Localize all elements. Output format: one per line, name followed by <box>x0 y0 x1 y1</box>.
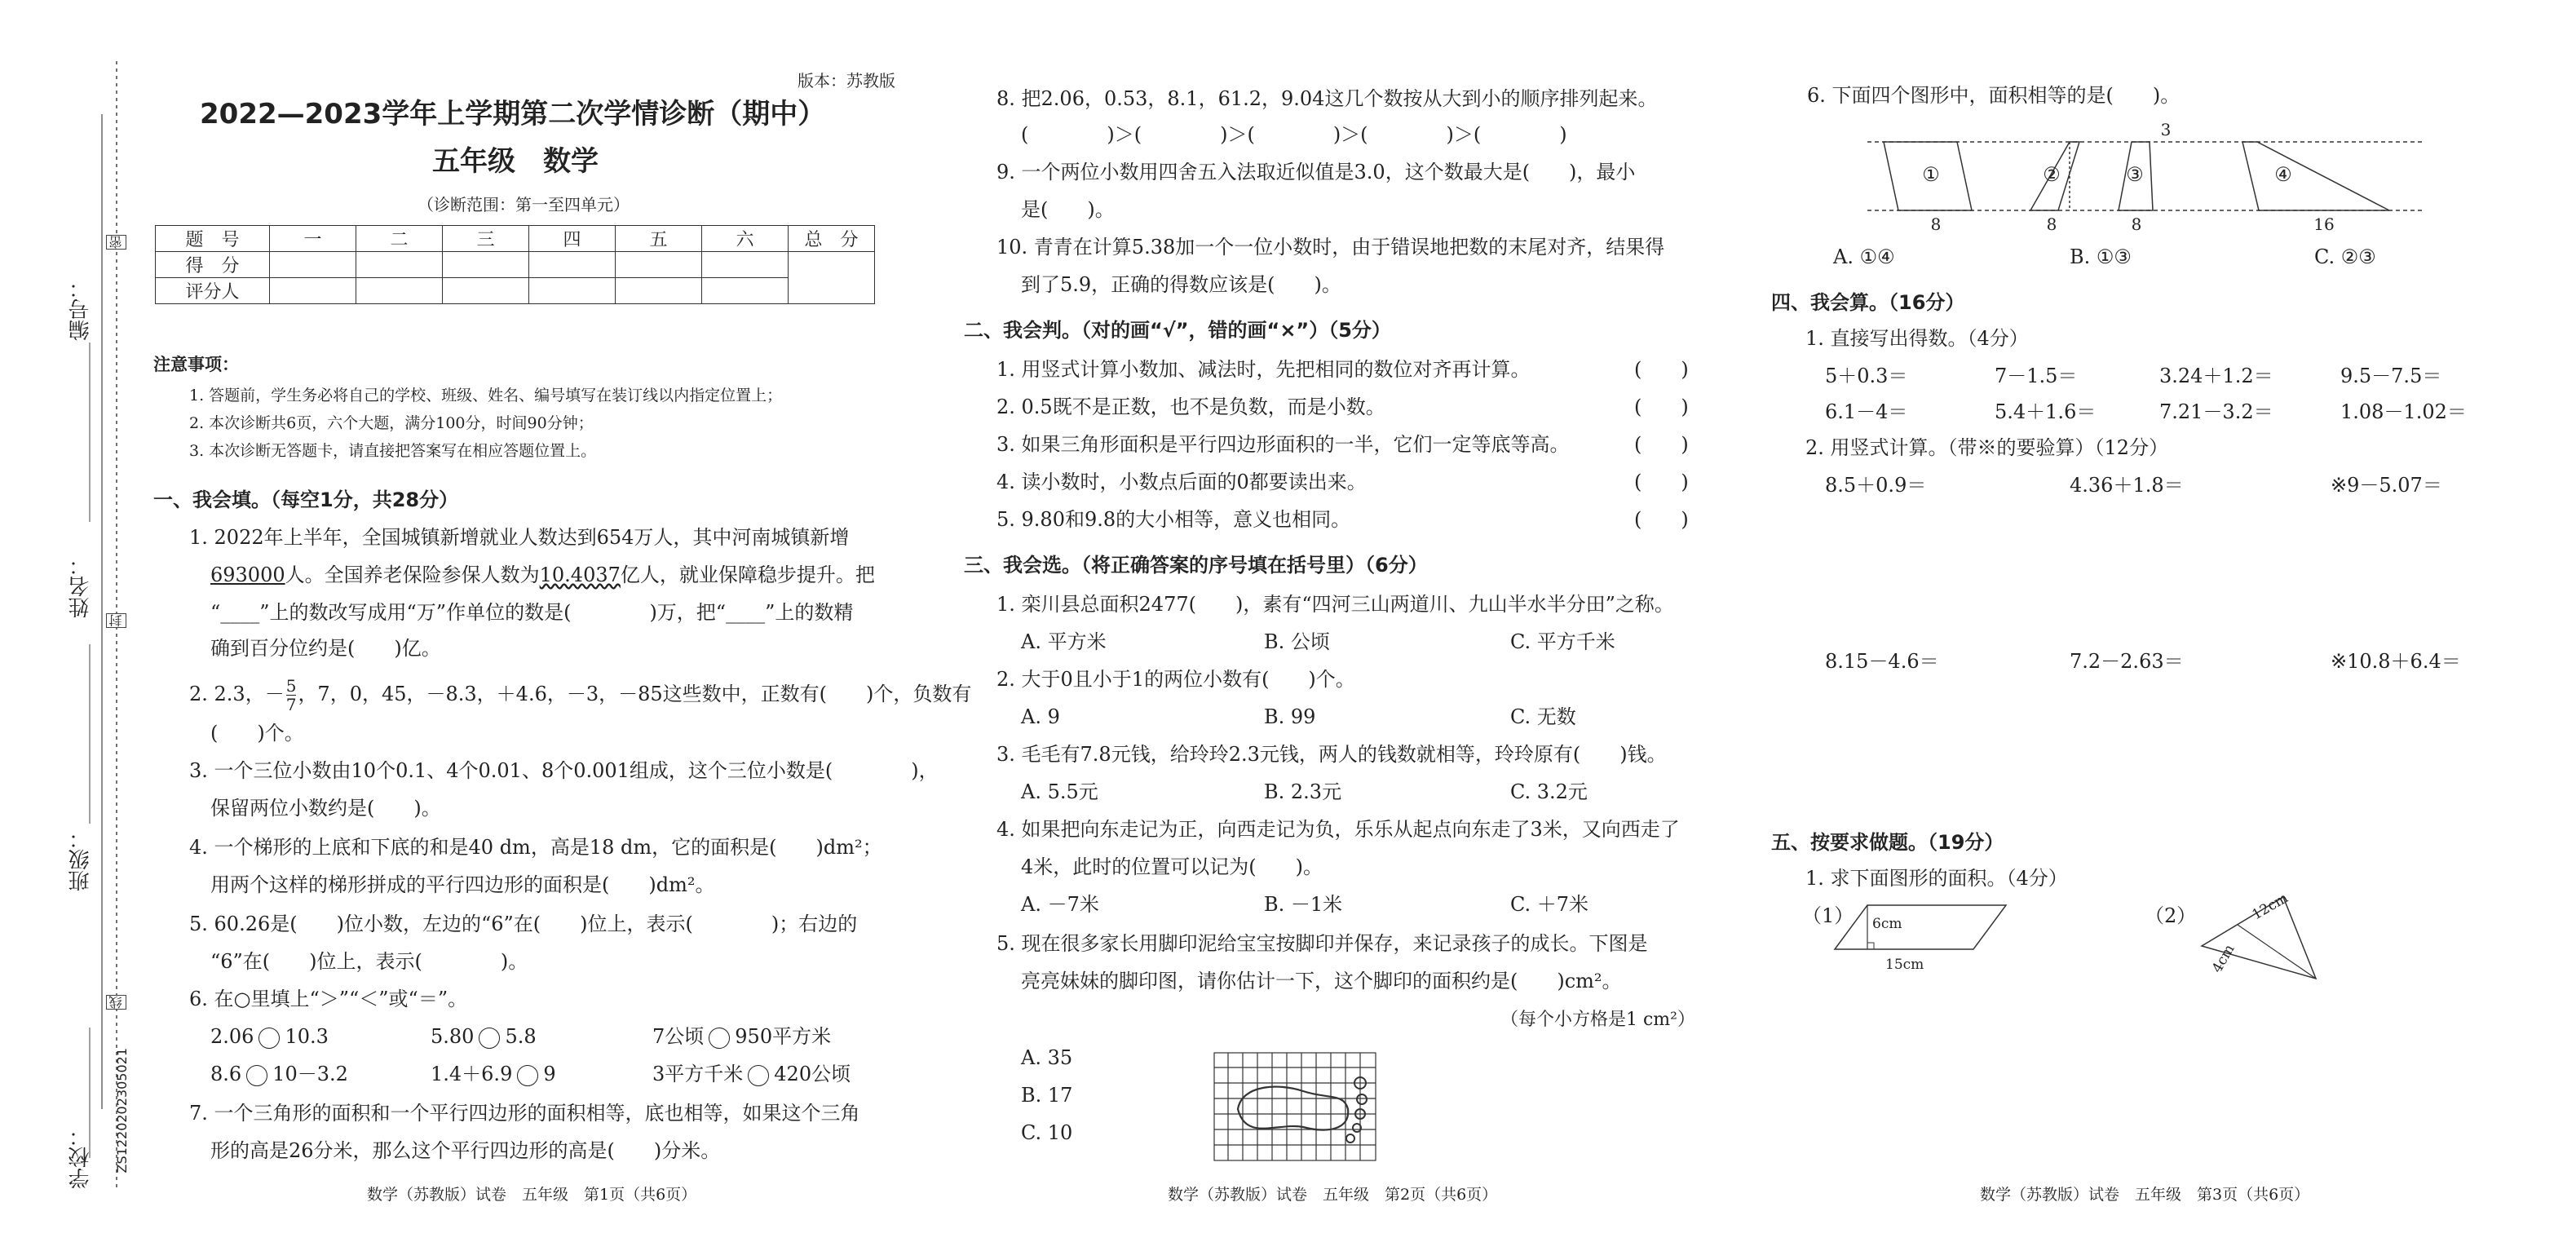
fig-base-label: 8 <box>1930 214 1942 234</box>
fig-label: ③ <box>2126 163 2144 186</box>
fig-base-label: 16 <box>2313 214 2335 234</box>
choice-option[interactable]: A. －7米 <box>1021 893 1099 916</box>
calc-item[interactable]: 7－1.5＝ <box>1995 365 2078 387</box>
judge-item: 2. 0.5既不是正数，也不是负数，而是小数。 <box>996 396 1385 418</box>
q4-line[interactable]: 4. 一个梯形的上底和下底的和是40 dm，高是18 dm，它的面积是( )dm²； <box>189 836 882 859</box>
choice-option[interactable]: A. 5.5元 <box>1021 780 1098 803</box>
score-row-label: 得 分 <box>156 252 270 278</box>
choice-option[interactable]: C. 10 <box>1021 1121 1073 1144</box>
choice-question[interactable]: 亮亮妹妹的脚印图，请你估计一下，这个脚印的面积约是( )cm²。 <box>1021 970 1622 992</box>
area-figures <box>1867 122 2422 236</box>
height-label: 6cm <box>1872 916 1902 932</box>
base-label: 12cm <box>2249 890 2291 924</box>
score-cell[interactable] <box>356 252 443 278</box>
binding-strip <box>0 0 139 1242</box>
choice-question[interactable]: 1. 栾川县总面积2477( )，素有“四河三山两道川、九山半水半分田”之称。 <box>996 593 1674 616</box>
note-item: 1. 答题前，学生务必将自己的学校、班级、姓名、编号填写在装订线以内指定位置上； <box>189 387 783 404</box>
parallelogram-figure <box>1827 897 2022 979</box>
class-label: 班级： <box>68 828 93 891</box>
grader-cell[interactable] <box>529 278 616 304</box>
choice-option[interactable]: C. 平方千米 <box>1510 630 1615 653</box>
note-item: 2. 本次诊断共6页，六个大题，满分100分，时间90分钟； <box>189 414 594 432</box>
q6-line: 6. 在○里填上“＞”“＜”或“＝”。 <box>189 988 468 1010</box>
calc-instruction: 1. 直接写出得数。（4分） <box>1805 327 2029 350</box>
q3-line[interactable]: 3. 一个三位小数由10个0.1、4个0.01、8个0.001组成，这个三位小数是( )， <box>189 759 939 782</box>
q7-line: 7. 一个三角形的面积和一个平行四边形的面积相等，底也相等，如果这个三角 <box>189 1102 860 1125</box>
choice-option[interactable]: A. 平方米 <box>1021 630 1107 653</box>
name-label: 姓名： <box>68 555 93 618</box>
score-table <box>155 225 875 304</box>
calc-item[interactable]: 6.1－4＝ <box>1825 400 1908 423</box>
calc-instruction: 2. 用竖式计算。（带※的要验算）（12分） <box>1805 436 2169 459</box>
calc-item[interactable]: 9.5－7.5＝ <box>2340 365 2442 387</box>
choice-option[interactable]: B. ①③ <box>2070 245 2132 268</box>
figure-number: （2） <box>2145 904 2197 927</box>
q3-line[interactable]: 保留两位小数约是( )。 <box>210 797 441 820</box>
q4-line[interactable]: 用两个这样的梯形拼成的平行四边形的面积是( )dm²。 <box>210 873 715 896</box>
section-4-title: 四、我会算。（16分） <box>1771 291 1965 314</box>
grid-note: （每个小方格是1 cm²） <box>1500 1010 1695 1030</box>
school-label: 学校： <box>68 1125 93 1189</box>
score-cell[interactable] <box>529 252 616 278</box>
grader-cell[interactable] <box>270 278 356 304</box>
judge-item: 3. 如果三角形面积是平行四边形面积的一半，它们一定等底等高。 <box>996 433 1570 456</box>
q7-line[interactable]: 形的高是26分米，那么这个平行四边形的高是( )分米。 <box>210 1139 721 1162</box>
q5-line[interactable]: “6”在( )位上，表示( )。 <box>210 950 528 973</box>
page-title: 2022—2023学年上学期第二次学情诊断（期中） <box>200 98 826 130</box>
section-3-title: 三、我会选。（将正确答案的序号填在括号里）（6分） <box>964 554 1428 577</box>
section-5-title: 五、按要求做题。（19分） <box>1771 831 2004 854</box>
compare-item[interactable]: 3平方千米 420公顷 <box>652 1063 851 1085</box>
note-item: 3. 本次诊断无答题卡，请直接把答案写在相应答题位置上。 <box>189 442 597 460</box>
calc-item[interactable]: 5.4＋1.6＝ <box>1995 400 2097 423</box>
calc-item[interactable]: ※9－5.07＝ <box>2331 474 2442 497</box>
q1-line: 693000人。全国养老保险参保人数为10.4037亿人，就业保障稳步提升。把 <box>210 564 875 586</box>
compare-item[interactable]: 5.80 5.8 <box>431 1025 537 1048</box>
page-footer: 数学（苏教版）试卷 五年级 第3页（共6页） <box>1980 1186 2310 1204</box>
page-footer: 数学（苏教版）试卷 五年级 第2页（共6页） <box>1168 1186 1498 1204</box>
choice-question[interactable]: 2. 大于0且小于1的两位小数有( )个。 <box>996 668 1355 691</box>
judge-item: 5. 9.80和9.8的大小相等，意义也相同。 <box>996 508 1351 531</box>
compare-item[interactable]: 2.06 10.3 <box>210 1025 329 1048</box>
calc-item[interactable]: 8.15－4.6＝ <box>1825 650 1939 673</box>
choice-option[interactable]: C. ②③ <box>2314 245 2376 268</box>
fig-base-label: 8 <box>2046 214 2057 234</box>
q2-line[interactable]: 2. 2.3，－ $\frac{5}{7}$ ，7，0，45，－8.3，＋4.6，－3，－85这些数中，正数有( )个，负数有 <box>189 676 972 714</box>
score-cell[interactable] <box>443 252 529 278</box>
choice-option[interactable]: A. ①④ <box>1833 245 1895 268</box>
choice-option[interactable]: C. 无数 <box>1510 705 1576 728</box>
q9-line[interactable]: 9. 一个两位小数用四舍五入法取近似值是3.0，这个数最大是( )，最小 <box>996 161 1636 183</box>
fig-top-label: 3 <box>2160 122 2172 139</box>
section-2-title: 二、我会判。（对的画“√”，错的画“×”）（5分） <box>964 319 1391 342</box>
footprint-grid <box>1213 1052 1376 1163</box>
page-footer: 数学（苏教版）试卷 五年级 第1页（共6页） <box>367 1186 697 1204</box>
judge-item: 4. 读小数时，小数点后面的0都要读出来。 <box>996 471 1367 493</box>
q10-line[interactable]: 到了5.9，正确的得数应该是( )。 <box>1021 273 1341 296</box>
score-header: 四 <box>529 226 616 252</box>
grade-subject: 五年级 数学 <box>432 145 599 178</box>
fig-label: ① <box>1922 163 1940 186</box>
score-header: 题 号 <box>156 226 270 252</box>
choice-question: 4. 如果把向东走记为正，向西走记为负，乐乐从起点向东走了3米，又向西走了 <box>996 818 1680 841</box>
score-header: 总 分 <box>789 226 875 252</box>
scope-note: （诊断范围：第一至四单元） <box>418 195 630 214</box>
choice-option[interactable]: C. 3.2元 <box>1510 780 1588 803</box>
section-1-title: 一、我会填。（每空1分，共28分） <box>153 488 459 511</box>
judge-paren[interactable]: ( ) <box>1634 433 1689 456</box>
area-instruction: 1. 求下面图形的面积。（4分） <box>1805 867 2068 890</box>
fig-label: ② <box>2043 163 2061 186</box>
seal-mark: 密 <box>106 235 126 250</box>
q1-line[interactable]: 确到百分位约是( )亿。 <box>210 637 441 660</box>
q6-area-line[interactable]: 6. 下面四个图形中，面积相等的是( )。 <box>1807 84 2181 107</box>
judge-paren[interactable]: ( ) <box>1634 508 1689 531</box>
choice-option[interactable]: A. 35 <box>1021 1046 1073 1069</box>
total-score-cell[interactable] <box>789 252 875 304</box>
compare-item[interactable]: 7公顷 950平方米 <box>652 1025 832 1048</box>
figure-number: （1） <box>1802 904 1854 927</box>
calc-item[interactable]: 8.5＋0.9＝ <box>1825 474 1927 497</box>
score-header: 五 <box>616 226 702 252</box>
grader-cell[interactable] <box>702 278 789 304</box>
q10-line: 10. 青青在计算5.38加一个一位小数时，由于错误地把数的末尾对齐，结果得 <box>996 236 1665 259</box>
calc-item[interactable]: 3.24＋1.2＝ <box>2159 365 2273 387</box>
choice-option[interactable]: B. 公顷 <box>1264 630 1330 653</box>
choice-option[interactable]: A. 9 <box>1021 705 1060 728</box>
choice-question[interactable]: 4米，此时的位置可以记为( )。 <box>1021 855 1323 878</box>
notes-title: 注意事项： <box>153 355 239 374</box>
q1-line: 1. 2022年上半年，全国城镇新增就业人数达到654万人，其中河南城镇新增 <box>189 526 850 549</box>
score-cell[interactable] <box>616 252 702 278</box>
calc-item[interactable]: 7.21－3.2＝ <box>2159 400 2273 423</box>
calc-item[interactable]: 4.36＋1.8＝ <box>2070 474 2184 497</box>
seal-mark: 封 <box>106 613 126 628</box>
choice-option[interactable]: B. 2.3元 <box>1264 780 1342 803</box>
serial-number: ZS1220202305021 <box>114 1048 130 1173</box>
fig-base-label: 8 <box>2131 214 2142 234</box>
grader-cell[interactable] <box>443 278 529 304</box>
seal-mark: 线 <box>106 995 126 1010</box>
score-header: 三 <box>443 226 529 252</box>
score-cell[interactable] <box>270 252 356 278</box>
judge-item: 1. 用竖式计算小数加、减法时，先把相同的数位对齐再计算。 <box>996 358 1531 381</box>
fig-label: ④ <box>2274 163 2292 186</box>
q8-line: 8. 把2.06，0.53，8.1，61.2，9.04这几个数按从大到小的顺序排列起来。 <box>996 87 1658 110</box>
q9-line[interactable]: 是( )。 <box>1021 198 1115 221</box>
choice-option[interactable]: B. 99 <box>1264 705 1316 728</box>
judge-paren[interactable]: ( ) <box>1634 358 1689 381</box>
compare-item[interactable]: 8.6 10－3.2 <box>210 1063 348 1085</box>
score-header: 六 <box>702 226 789 252</box>
choice-question[interactable]: 3. 毛毛有7.8元钱，给玲玲2.3元钱，两人的钱数就相等，玲玲原有( )钱。 <box>996 743 1667 766</box>
q1-line[interactable]: “____”上的数改写成用“万”作单位的数是( )万，把“____”上的数精 <box>210 601 854 624</box>
q8-answer[interactable]: ( )＞( )＞( )＞( )＞( ) <box>1021 123 1567 146</box>
score-cell[interactable] <box>702 252 789 278</box>
calc-item[interactable]: 1.08－1.02＝ <box>2340 400 2467 423</box>
judge-paren[interactable]: ( ) <box>1634 471 1689 493</box>
q5-line[interactable]: 5. 60.26是( )位小数，左边的“6”在( )位上，表示( )；右边的 <box>189 913 858 935</box>
code-label: 编号： <box>68 277 93 341</box>
score-row-label: 评分人 <box>156 278 270 304</box>
choice-question: 5. 现在很多家长用脚印泥给宝宝按脚印并保存，来记录孩子的成长。下图是 <box>996 932 1648 955</box>
calc-item[interactable]: 5＋0.3＝ <box>1825 365 1908 387</box>
choice-option[interactable]: B. －1米 <box>1264 893 1343 916</box>
choice-option[interactable]: B. 17 <box>1021 1084 1073 1107</box>
choice-option[interactable]: C. ＋7米 <box>1510 893 1589 916</box>
grader-cell[interactable] <box>356 278 443 304</box>
score-header: 一 <box>270 226 356 252</box>
q2-line[interactable]: ( )个。 <box>210 722 304 745</box>
calc-item[interactable]: ※10.8＋6.4＝ <box>2331 650 2461 673</box>
version-label: 版本：苏教版 <box>798 71 895 91</box>
judge-paren[interactable]: ( ) <box>1634 396 1689 418</box>
compare-item[interactable]: 1.4＋6.9 9 <box>431 1063 556 1085</box>
calc-item[interactable]: 7.2－2.63＝ <box>2070 650 2184 673</box>
base-label: 15cm <box>1885 957 1924 973</box>
triangle-figure <box>2185 889 2332 987</box>
score-header: 二 <box>356 226 443 252</box>
grader-cell[interactable] <box>616 278 702 304</box>
height-label: 4cm <box>2209 941 2238 976</box>
